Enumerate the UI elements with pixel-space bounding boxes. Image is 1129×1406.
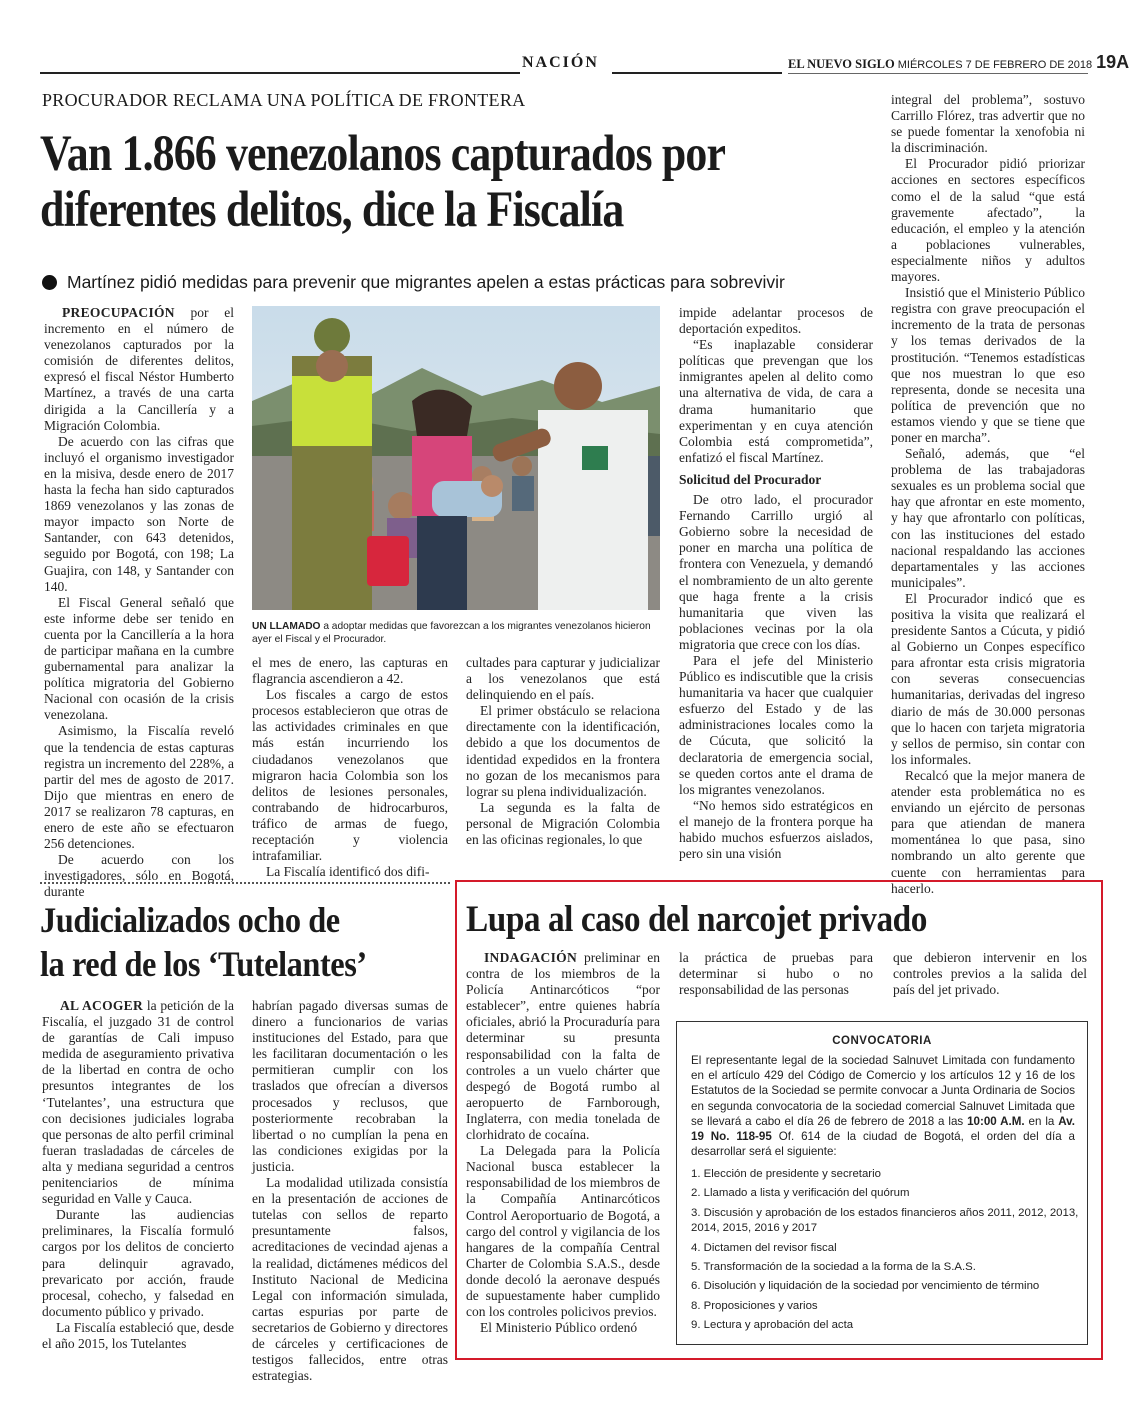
migrants-photo-illustration [252, 306, 660, 610]
article-paragraph: habrían pagado diversas sumas de dinero a funcionarios de varias instituciones del Estado, para que les facilitaran documentación o les permitieran cumplir con los traslados que ofrecían a diversos procesados y reclusos, que posteriormente recobraban la libertad o no cumplían la pena en las condiciones exigidas por la justicia. [252, 998, 448, 1174]
main-story-column-2 [252, 655, 448, 880]
page-number: 19A [1096, 52, 1129, 72]
article-paragraph: El Fiscal General señaló que este informe debe ser tenido en cuenta por la Cancillería a la hora de participar mañana en la cumbre gubernamental para analizar la política migratoria del Gobierno Nacional con ocasión de la crisis venezolana. [44, 594, 234, 723]
agenda-item: 4. Dictamen del revisor fiscal [691, 1241, 837, 1254]
article-paragraph: La segunda es la falta de personal de Migración Colombia en las oficinas regionales, lo que [466, 799, 660, 848]
article-paragraph: De acuerdo con las cifras que incluyó el organismo investigador en la misiva, desde enero de 2017 hasta la fecha han sido capturados 1869 venezolanos y las zonas de mayor impacto son Norte de Santander, con 643 detenidos, seguido por Bogotá, con 198; La Guajira, con 148, y Santander con 140. [44, 433, 234, 594]
main-story-column-1 [44, 305, 234, 900]
subhead-text: Martínez pidió medidas para prevenir que migrantes apelen a estas prácticas para sobrevivir [67, 272, 785, 292]
issue-date: MIÉRCOLES 7 DE FEBRERO DE 2018 [897, 59, 1093, 71]
article-paragraph: El Procurador pidió priorizar acciones en sectores específicos como el de la salud “que está gravemente afectado”, la educación, el empleo y la atención a poblaciones vulnerables, especialmente niños y adultos mayores. [891, 156, 1085, 285]
main-subhead [42, 272, 882, 293]
masthead-rule-top [40, 72, 520, 74]
notice-body-text-2: en la [1024, 1114, 1059, 1128]
article-paragraph: impide adelantar procesos de deportación expeditos. [679, 305, 873, 337]
lead-word: PREOCUPACIÓN [62, 305, 175, 320]
article-paragraph: La Fiscalía estableció que, desde el año 2015, los Tutelantes [42, 1319, 234, 1351]
paragraph-text: por el incremento en el número de venezolanos capturados por la comisión de diferentes delitos, expresó el fiscal Néstor Humberto Martínez, a través de una carta dirigida a la Cancillería y a Migración Colombia. [44, 305, 234, 433]
photo-caption [252, 620, 662, 646]
notice-body [691, 1053, 1075, 1159]
notice-address: Av. 19 No. 118-95 [691, 1114, 1075, 1144]
article-paragraph: integral del problema”, sostuvo Carrillo Flórez, tras advertir que no se puede fomentar la xenofobia ni la discriminación. [891, 92, 1085, 156]
notice-body-text-3: Of. 614 de la ciudad de Bogotá, el orden del día a desarrollar será el siguiente: [691, 1130, 1075, 1159]
main-story-column-5 [891, 92, 1085, 897]
article-paragraph: Los fiscales a cargo de estos procesos establecieron que otras de las actividades criminales en que más están incurriendo los ciudadanos venezolanos que migraron hacia Colombia son los delitos de lesiones personales, contrabando de hidrocarburos, tráfico de armas de fuego, receptación y violencia intrafamiliar. [252, 687, 448, 864]
article-paragraph: El Ministerio Público ordenó [480, 1320, 638, 1336]
article-paragraph: la práctica de pruebas para determinar si hubo o no responsabilidad de las personas [679, 950, 873, 998]
article-paragraph [466, 950, 660, 1143]
convocatoria-notice [676, 1021, 1088, 1345]
article-paragraph: Durante las audiencias preliminares, la Fiscalía formuló cargos por los delitos de concierto para delinquir agravado, prevaricato por acción, fraude procesal, cohecho, y falsedad en documento público y privado. [42, 1207, 234, 1319]
agenda-item: 5. Transformación de la sociedad a la forma de la S.A.S. [691, 1261, 976, 1274]
article-paragraph: La Fiscalía identificó dos difi- [266, 864, 430, 880]
paragraph-text: preliminar en contra de los miembros de la Policía Antinarcóticos “por establecer”, entre quienes habría oficiales, abrió la Procuraduría para determinar su presunta responsabilidad con la falta de controles a un vuelo chárter que despegó de Bogotá rumbo al aeropuerto de Farnborough, Inglaterra, con media tonelada de clorhidrato de cocaína. [466, 950, 660, 1143]
main-story-column-4 [679, 305, 873, 862]
agenda-item: 6. Disolución y liquidación de la sociedad por vencimiento de término [691, 1280, 1040, 1293]
section-subheading: Solicitud del Procurador [679, 471, 822, 487]
article-paragraph [42, 998, 234, 1207]
masthead-info [788, 52, 1129, 73]
agenda-item: 2. Llamado a lista y verificación del quórum [691, 1187, 910, 1200]
article-paragraph: el mes de enero, las capturas en flagrancia ascendieron a 42. [252, 655, 448, 687]
section-name: NACIÓN [522, 54, 599, 71]
agenda-item: 3. Discusión y aprobación de los estados financieros años 2011, 2012, 2013, 2014, 2015, 2016 y 2017 [691, 1206, 1079, 1235]
bullet-icon [42, 275, 57, 290]
narcojet-headline: Lupa al caso del narcojet privado [466, 899, 927, 940]
tutelantes-column-2 [252, 998, 448, 1384]
lead-word: AL ACOGER [60, 998, 144, 1013]
article-paragraph: El primer obstáculo se relaciona directamente con la identificación, debido a que los documentos de identidad expedidos en la frontera no gozan de los mecanismos para lograr su plena individualización. [466, 703, 660, 799]
main-story-column-3 [466, 655, 660, 848]
agenda-item: 1. Elección de presidente y secretario [691, 1168, 881, 1180]
story-kicker: PROCURADOR RECLAMA UNA POLÍTICA DE FRONTERA [42, 90, 526, 110]
notice-time: 10:00 A.M. [967, 1114, 1025, 1128]
lead-word: INDAGACIÓN [484, 950, 578, 965]
notice-body-text-1: El representante legal de la sociedad Salnuvet Limitada con fundamento en el artículo 429 del Código de Comercio y los artículos 12 y 16 de los Estatutos de la Sociedad se permite convocar a Junta Ordinaria de Socios en segunda convocatoria de la sociedad comercial Salnuvet Limitada que se llevará a cabo el día 26 de febrero de 2018 a las [691, 1054, 1075, 1128]
masthead-rule-under [788, 73, 1088, 74]
tutelantes-headline-line-1: Judicializados ocho de [40, 900, 340, 940]
article-paragraph: De otro lado, el procurador Fernando Carrillo urgió al Gobierno sobre la necesidad de poner en marcha una política de frontera con Venezuela, y demandó el nombramiento de un alto gerente que haga frente a la crisis humanitaria que viven las poblaciones vecinas por la ola migratoria que crece con los días. [679, 492, 873, 652]
notice-title: CONVOCATORIA [832, 1035, 932, 1047]
article-paragraph: De acuerdo con los investigadores, sólo en Bogotá, durante [44, 852, 234, 900]
narcojet-column-1 [466, 950, 660, 1336]
agenda-item: 8. Proposiciones y varios [691, 1299, 818, 1312]
caption-text: a adoptar medidas que favorezcan a los migrantes venezolanos hicieron ayer el Fiscal y el Procurador. [252, 621, 651, 645]
article-paragraph: Señaló, además, que “el problema de las trabajadoras sexuales es un problema social que hay que afrontar en este momento, y hay que afrontarlo con políticas, con las instituciones del estado nacional respaldando las acciones departamentales y las acciones municipales”. [891, 446, 1085, 590]
article-paragraph: “No hemos sido estratégicos en el manejo de la frontera porque ha habido muchos esfuerzos aislados, pero sin una visión [679, 797, 873, 862]
article-paragraph: Insistió que el Ministerio Público registra con grave preocupación el incremento de la trata de personas y los temas derivados de la prostitución. “Tenemos estadísticas que nos muestran lo que eso representa, donde se necesita una política de prevención que no estamos viendo y que se tiene que poner en marcha”. [891, 285, 1085, 445]
narcojet-column-2 [679, 950, 873, 998]
article-paragraph: Para el jefe del Ministerio Público es indiscutible que la crisis humanitaria va hacer que cualquier esfuerzo del Estado y de las administraciones locales como la de Cúcuta, que solicitó la declaratoria de emergencia social, se queden cortos ante el drama de los migrantes venezolanos. [679, 652, 873, 797]
news-photo [252, 306, 660, 610]
article-paragraph: Recalcó que la mejor manera de atender esta problemática no es enviando un ejército de personas para que atiendan de manera momentánea lo que pasa, sino nombrando un alto gerente que cuente con herramientas para hacerlo. [891, 767, 1085, 896]
newspaper-name: EL NUEVO SIGLO [788, 57, 895, 71]
tutelantes-column-1 [42, 998, 234, 1352]
article-paragraph: que debieron intervenir en los controles previos a la salida del país del jet privado. [893, 950, 1087, 998]
article-paragraph: La modalidad utilizada consistía en la presentación de acciones de tutelas con sellos de reparto presuntamente falsos, acreditaciones de vecindad ajenas a la realidad, dictámenes médicos del Instituto Nacional de Medicina Legal con información simulada, cartas espurias por parte de secretarios de Gobierno y directores de cárceles y certificaciones de testigos fallecidos, entre otras estrategias. [252, 1175, 448, 1384]
article-paragraph: “Es inaplazable considerar políticas que prevengan que los inmigrantes apelen al delito como una alternativa de vida, de cara a drama humanitario que experimentan y en cuya atención Colombia está comprometida”, enfatizó el fiscal Martínez. [679, 337, 873, 465]
caption-lead: UN LLAMADO [252, 621, 321, 632]
masthead-rule-short [612, 72, 782, 74]
section-divider [40, 882, 450, 884]
narcojet-column-3 [893, 950, 1087, 998]
article-paragraph: Asimismo, la Fiscalía reveló que la tendencia de estas capturas registra un incremento del 228%, a partir del mes de agosto de 2017. Dijo que mientras en enero de 2017 se realizaron 78 capturas, en enero de este año se efectuaron 256 detenciones. [44, 723, 234, 852]
main-headline: Van 1.866 venezolanos capturados por diferentes delitos, dice la Fiscalía [40, 126, 725, 238]
paragraph-text: la petición de la Fiscalía, el juzgado 31 de control de garantías de Cali impuso medida de aseguramiento privativa de la libertad en contra de ocho presuntos integrantes de los ‘Tutelantes’, una estructura que con decisiones judiciales lograba que personas de alto perfil criminal fueran trasladadas de cárceles de alta y mediana seguridad a centros penitenciarios de mínima seguridad en Valle y Cauca. [42, 998, 234, 1207]
article-paragraph: El Procurador indicó que es positiva la visita que realizará el presidente Santos a Cúcuta, y pidió al Gobierno un Conpes específico para afrontar esta crisis migratoria con severas consecuencias humanitarias, derivadas del ingreso diario de más de 30.000 personas que lo hacen con tarjeta migratoria y sellos de permiso, sin contar con los informales. [891, 590, 1085, 767]
tutelantes-headline-line-2: la red de los ‘Tutelantes’ [40, 944, 367, 984]
article-paragraph [44, 305, 234, 434]
agenda-item: 9. Lectura y aprobación del acta [691, 1319, 854, 1332]
article-paragraph: La Delegada para la Policía Nacional busca establecer la responsabilidad de los miembros de la Compañía Antinarcóticos Control Aeroportuario de Bogotá, a cargo del control y vigilancia de los hangares de la compañía Central Charter de Colombia S.A.S., desde donde decoló la aeronave después de supuestamente haber cumplido con los controles policivos previos. [466, 1143, 660, 1320]
agenda-list [691, 1167, 1079, 1338]
article-paragraph: cultades para capturar y judicializar a los venezolanos que está delinquiendo en el país. [466, 655, 660, 703]
